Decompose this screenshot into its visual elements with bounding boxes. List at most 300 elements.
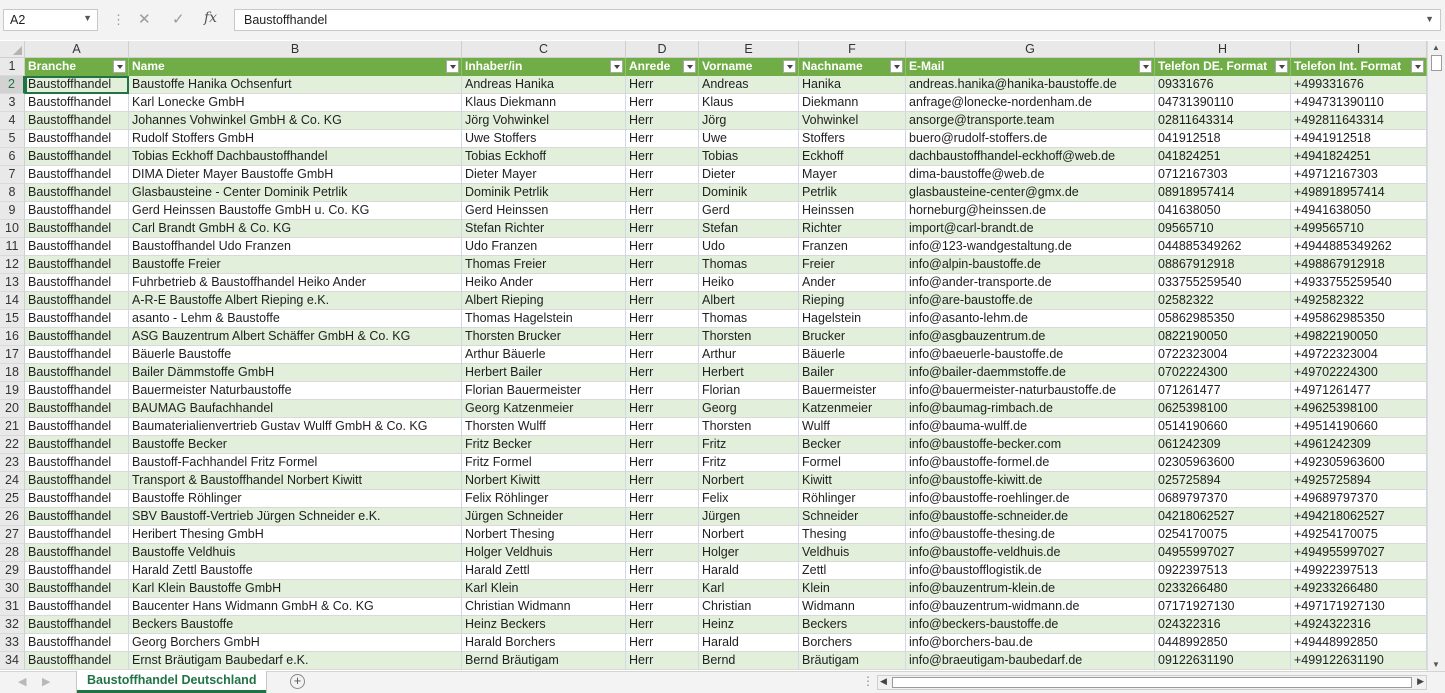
row-header[interactable]: 7 (0, 166, 25, 184)
table-cell[interactable]: +497171927130 (1291, 598, 1427, 616)
row-header[interactable]: 33 (0, 634, 25, 652)
table-cell[interactable]: Gerd Heinssen (462, 202, 626, 220)
select-all-button[interactable] (0, 41, 25, 58)
chevron-down-icon[interactable]: ▼ (83, 13, 92, 23)
table-cell[interactable]: info@ander-transporte.de (906, 274, 1155, 292)
row-header[interactable]: 11 (0, 238, 25, 256)
table-cell[interactable]: Herr (626, 580, 699, 598)
table-cell[interactable]: Gerd (699, 202, 799, 220)
table-cell[interactable]: Ander (799, 274, 906, 292)
table-cell[interactable]: Becker (799, 436, 906, 454)
table-cell[interactable]: 025725894 (1155, 472, 1291, 490)
table-cell[interactable]: Carl Brandt GmbH & Co. KG (129, 220, 462, 238)
row-header[interactable]: 24 (0, 472, 25, 490)
table-cell[interactable]: Herr (626, 382, 699, 400)
column-header-f[interactable]: F (799, 41, 906, 58)
table-cell[interactable]: anfrage@lonecke-nordenham.de (906, 94, 1155, 112)
table-cell[interactable]: Baustoffhandel (25, 526, 129, 544)
table-cell[interactable]: Baustoffhandel (25, 202, 129, 220)
table-cell[interactable]: info@bauzentrum-widmann.de (906, 598, 1155, 616)
row-header[interactable]: 31 (0, 598, 25, 616)
table-cell[interactable]: +49625398100 (1291, 400, 1427, 418)
table-cell[interactable]: Norbert Kiwitt (462, 472, 626, 490)
table-cell[interactable]: Kiwitt (799, 472, 906, 490)
table-cell[interactable]: +4971261477 (1291, 382, 1427, 400)
table-cell[interactable]: Georg Katzenmeier (462, 400, 626, 418)
table-cell[interactable]: Baustoffhandel Udo Franzen (129, 238, 462, 256)
table-cell[interactable]: Thomas Freier (462, 256, 626, 274)
more-options-icon[interactable]: ⋮ (112, 12, 125, 27)
table-cell[interactable]: Norbert (699, 472, 799, 490)
table-cell[interactable]: Richter (799, 220, 906, 238)
table-cell[interactable]: +494218062527 (1291, 508, 1427, 526)
table-cell[interactable]: info@baustoffe-schneider.de (906, 508, 1155, 526)
column-title[interactable] (1291, 58, 1427, 76)
table-cell[interactable]: +495862985350 (1291, 310, 1427, 328)
table-cell[interactable]: 02305963600 (1155, 454, 1291, 472)
table-cell[interactable]: info@alpin-baustoffe.de (906, 256, 1155, 274)
table-cell[interactable]: info@baustoffe-veldhuis.de (906, 544, 1155, 562)
table-cell[interactable]: ASG Bauzentrum Albert Schäffer GmbH & Co. KG (129, 328, 462, 346)
table-cell[interactable]: 061242309 (1155, 436, 1291, 454)
table-cell[interactable]: Bailer Dämmstoffe GmbH (129, 364, 462, 382)
table-cell[interactable]: 0254170075 (1155, 526, 1291, 544)
table-cell[interactable]: Baustoffhandel (25, 292, 129, 310)
table-cell[interactable]: Baustoffhandel (25, 346, 129, 364)
table-cell[interactable]: Bäuerle Baustoffe (129, 346, 462, 364)
column-header-g[interactable]: G (906, 41, 1155, 58)
table-cell[interactable]: Baustoffhandel (25, 418, 129, 436)
table-cell[interactable]: Harald Zettl Baustoffe (129, 562, 462, 580)
table-cell[interactable]: info@bailer-daemmstoffe.de (906, 364, 1155, 382)
table-cell[interactable]: Klein (799, 580, 906, 598)
filter-dropdown-icon[interactable] (1275, 60, 1288, 73)
column-header-d[interactable]: D (626, 41, 699, 58)
table-cell[interactable]: Herbert Bailer (462, 364, 626, 382)
table-cell[interactable]: Baustoffhandel (25, 238, 129, 256)
table-cell[interactable]: +49702224300 (1291, 364, 1427, 382)
row-header[interactable]: 16 (0, 328, 25, 346)
table-cell[interactable]: Baustoffe Becker (129, 436, 462, 454)
table-cell[interactable]: Christian Widmann (462, 598, 626, 616)
column-title[interactable] (699, 58, 799, 76)
table-cell[interactable]: Baustoffhandel (25, 472, 129, 490)
table-cell[interactable]: info@are-baustoffe.de (906, 292, 1155, 310)
scroll-up-icon[interactable]: ▲ (1432, 43, 1440, 52)
table-cell[interactable]: Georg Borchers GmbH (129, 634, 462, 652)
row-header[interactable]: 22 (0, 436, 25, 454)
column-header-e[interactable]: E (699, 41, 799, 58)
filter-dropdown-icon[interactable] (446, 60, 459, 73)
table-cell[interactable]: Herr (626, 292, 699, 310)
table-cell[interactable]: Udo (699, 238, 799, 256)
table-cell[interactable]: Thorsten (699, 328, 799, 346)
table-cell[interactable]: 08867912918 (1155, 256, 1291, 274)
table-cell[interactable]: Fritz (699, 454, 799, 472)
table-cell[interactable]: Vohwinkel (799, 112, 906, 130)
table-cell[interactable]: Herr (626, 490, 699, 508)
column-title[interactable] (129, 58, 462, 76)
row-header[interactable]: 4 (0, 112, 25, 130)
table-cell[interactable]: dachbaustoffhandel-eckhoff@web.de (906, 148, 1155, 166)
table-cell[interactable]: Thorsten Brucker (462, 328, 626, 346)
table-cell[interactable]: Baustoffe Freier (129, 256, 462, 274)
table-cell[interactable]: Bauermeister Naturbaustoffe (129, 382, 462, 400)
table-cell[interactable]: Baustoffhandel (25, 256, 129, 274)
table-cell[interactable]: Baustoffhandel (25, 328, 129, 346)
table-cell[interactable]: 09565710 (1155, 220, 1291, 238)
table-cell[interactable]: Mayer (799, 166, 906, 184)
table-cell[interactable]: Rieping (799, 292, 906, 310)
table-cell[interactable]: horneburg@heinssen.de (906, 202, 1155, 220)
prev-sheet-icon[interactable]: ◀ (18, 676, 27, 688)
next-sheet-icon[interactable]: ▶ (42, 676, 51, 688)
table-cell[interactable]: Karl Klein (462, 580, 626, 598)
row-header[interactable]: 32 (0, 616, 25, 634)
table-cell[interactable]: 04218062527 (1155, 508, 1291, 526)
table-cell[interactable]: 0712167303 (1155, 166, 1291, 184)
plus-circle-icon[interactable]: + (290, 674, 305, 689)
table-cell[interactable]: Andreas Hanika (462, 76, 626, 94)
table-cell[interactable]: Baustoffhandel (25, 436, 129, 454)
table-cell[interactable]: 0822190050 (1155, 328, 1291, 346)
table-cell[interactable]: Herbert (699, 364, 799, 382)
table-cell[interactable]: 0625398100 (1155, 400, 1291, 418)
table-cell[interactable]: info@braeutigam-baubedarf.de (906, 652, 1155, 670)
table-cell[interactable]: Hanika (799, 76, 906, 94)
filter-dropdown-icon[interactable] (113, 60, 126, 73)
table-cell[interactable]: Beckers Baustoffe (129, 616, 462, 634)
table-cell[interactable]: Herr (626, 400, 699, 418)
table-cell[interactable]: asanto - Lehm & Baustoffe (129, 310, 462, 328)
table-cell[interactable]: Baustoffhandel (25, 76, 129, 94)
table-cell[interactable]: Baustoffhandel (25, 184, 129, 202)
table-cell[interactable]: Herr (626, 184, 699, 202)
table-cell[interactable]: Bernd Bräutigam (462, 652, 626, 670)
table-cell[interactable]: Tobias Eckhoff (462, 148, 626, 166)
row-header[interactable]: 17 (0, 346, 25, 364)
table-cell[interactable]: Herr (626, 166, 699, 184)
table-cell[interactable]: +4941824251 (1291, 148, 1427, 166)
table-cell[interactable]: info@baustoffe-formel.de (906, 454, 1155, 472)
table-cell[interactable]: Baustoffhandel (25, 310, 129, 328)
table-cell[interactable]: Herr (626, 634, 699, 652)
column-title[interactable] (626, 58, 699, 76)
table-cell[interactable]: Fuhrbetrieb & Baustoffhandel Heiko Ander (129, 274, 462, 292)
table-cell[interactable]: Florian (699, 382, 799, 400)
table-cell[interactable]: +494955997027 (1291, 544, 1427, 562)
table-cell[interactable]: Herr (626, 310, 699, 328)
table-cell[interactable]: Dieter (699, 166, 799, 184)
row-header[interactable]: 21 (0, 418, 25, 436)
table-cell[interactable]: Heinz Beckers (462, 616, 626, 634)
table-cell[interactable]: Baustoffhandel (25, 274, 129, 292)
table-cell[interactable]: Heiko Ander (462, 274, 626, 292)
table-cell[interactable]: Diekmann (799, 94, 906, 112)
table-cell[interactable]: Herr (626, 616, 699, 634)
table-cell[interactable]: Heribert Thesing GmbH (129, 526, 462, 544)
table-cell[interactable]: Wulff (799, 418, 906, 436)
column-title[interactable] (799, 58, 906, 76)
table-cell[interactable]: Fritz Formel (462, 454, 626, 472)
table-cell[interactable]: Baustoffe Veldhuis (129, 544, 462, 562)
table-cell[interactable]: Tobias Eckhoff Dachbaustoffhandel (129, 148, 462, 166)
table-cell[interactable]: Karl Lonecke GmbH (129, 94, 462, 112)
table-cell[interactable]: +49822190050 (1291, 328, 1427, 346)
table-cell[interactable]: 024322316 (1155, 616, 1291, 634)
row-header[interactable]: 1 (0, 58, 25, 76)
table-cell[interactable]: Herr (626, 202, 699, 220)
table-cell[interactable]: +499122631190 (1291, 652, 1427, 670)
table-cell[interactable]: Baustoffe Hanika Ochsenfurt (129, 76, 462, 94)
table-cell[interactable]: dima-baustoffe@web.de (906, 166, 1155, 184)
table-cell[interactable]: 09331676 (1155, 76, 1291, 94)
table-cell[interactable]: +49448992850 (1291, 634, 1427, 652)
table-cell[interactable]: Baustoffhandel (25, 634, 129, 652)
table-cell[interactable]: Heinz (699, 616, 799, 634)
table-cell[interactable]: +498918957414 (1291, 184, 1427, 202)
table-cell[interactable]: +49233266480 (1291, 580, 1427, 598)
table-cell[interactable]: A-R-E Baustoffe Albert Rieping e.K. (129, 292, 462, 310)
row-header[interactable]: 19 (0, 382, 25, 400)
vertical-scrollbar[interactable] (1427, 41, 1445, 671)
table-cell[interactable]: info@baustoffe-becker.com (906, 436, 1155, 454)
table-cell[interactable]: Herr (626, 598, 699, 616)
table-cell[interactable]: +492811643314 (1291, 112, 1427, 130)
row-header[interactable]: 27 (0, 526, 25, 544)
table-cell[interactable]: info@asgbauzentrum.de (906, 328, 1155, 346)
scroll-left-icon[interactable]: ◀ (880, 676, 887, 686)
table-cell[interactable]: 0922397513 (1155, 562, 1291, 580)
table-cell[interactable]: Felix (699, 490, 799, 508)
table-cell[interactable]: 044885349262 (1155, 238, 1291, 256)
table-cell[interactable]: +49514190660 (1291, 418, 1427, 436)
table-cell[interactable]: +4961242309 (1291, 436, 1427, 454)
table-cell[interactable]: Herr (626, 364, 699, 382)
row-header[interactable]: 23 (0, 454, 25, 472)
table-cell[interactable]: Jürgen Schneider (462, 508, 626, 526)
column-title[interactable] (1155, 58, 1291, 76)
table-cell[interactable]: Röhlinger (799, 490, 906, 508)
table-cell[interactable]: Bauermeister (799, 382, 906, 400)
table-cell[interactable]: info@baustoffe-kiwitt.de (906, 472, 1155, 490)
insert-function-icon[interactable]: fx (204, 10, 218, 26)
table-cell[interactable]: 04731390110 (1155, 94, 1291, 112)
table-cell[interactable]: info@bauma-wulff.de (906, 418, 1155, 436)
table-cell[interactable]: Baustoffhandel (25, 598, 129, 616)
table-cell[interactable]: Herr (626, 76, 699, 94)
table-cell[interactable]: Harald Borchers (462, 634, 626, 652)
table-cell[interactable]: Herr (626, 508, 699, 526)
scroll-down-icon[interactable]: ▼ (1432, 660, 1440, 669)
table-cell[interactable]: Andreas (699, 76, 799, 94)
table-cell[interactable]: Baustoffhandel (25, 490, 129, 508)
table-cell[interactable]: +49722323004 (1291, 346, 1427, 364)
table-cell[interactable]: info@asanto-lehm.de (906, 310, 1155, 328)
table-cell[interactable]: Johannes Vohwinkel GmbH & Co. KG (129, 112, 462, 130)
column-header-h[interactable]: H (1155, 41, 1291, 58)
table-cell[interactable]: buero@rudolf-stoffers.de (906, 130, 1155, 148)
column-title[interactable] (25, 58, 129, 76)
filter-dropdown-icon[interactable] (683, 60, 696, 73)
table-cell[interactable]: Herr (626, 454, 699, 472)
formula-input[interactable] (234, 9, 1441, 31)
table-cell[interactable]: Jürgen (699, 508, 799, 526)
table-cell[interactable]: Baustoffhandel (25, 130, 129, 148)
table-cell[interactable]: Stoffers (799, 130, 906, 148)
table-cell[interactable]: Baustoffhandel (25, 112, 129, 130)
table-cell[interactable]: Klaus Diekmann (462, 94, 626, 112)
table-cell[interactable]: 08918957414 (1155, 184, 1291, 202)
table-cell[interactable]: 0514190660 (1155, 418, 1291, 436)
table-cell[interactable]: 071261477 (1155, 382, 1291, 400)
column-header-a[interactable]: A (25, 41, 129, 58)
table-cell[interactable]: 07171927130 (1155, 598, 1291, 616)
row-header[interactable]: 30 (0, 580, 25, 598)
table-cell[interactable]: Borchers (799, 634, 906, 652)
table-cell[interactable]: Thorsten Wulff (462, 418, 626, 436)
column-title[interactable] (906, 58, 1155, 76)
table-cell[interactable]: +49712167303 (1291, 166, 1427, 184)
table-cell[interactable]: info@bauzentrum-klein.de (906, 580, 1155, 598)
table-cell[interactable]: Baustoffhandel (25, 148, 129, 166)
column-header-c[interactable]: C (462, 41, 626, 58)
table-cell[interactable]: +494731390110 (1291, 94, 1427, 112)
horizontal-scrollbar[interactable] (877, 675, 1427, 690)
table-cell[interactable]: Baustoffhandel (25, 364, 129, 382)
filter-dropdown-icon[interactable] (890, 60, 903, 73)
table-cell[interactable]: +49922397513 (1291, 562, 1427, 580)
table-cell[interactable]: glasbausteine-center@gmx.de (906, 184, 1155, 202)
table-cell[interactable]: 0689797370 (1155, 490, 1291, 508)
table-cell[interactable]: Dieter Mayer (462, 166, 626, 184)
row-header[interactable]: 29 (0, 562, 25, 580)
table-cell[interactable]: Herr (626, 274, 699, 292)
table-cell[interactable]: +4941912518 (1291, 130, 1427, 148)
table-cell[interactable]: Herr (626, 544, 699, 562)
table-cell[interactable]: Veldhuis (799, 544, 906, 562)
row-header[interactable]: 18 (0, 364, 25, 382)
table-cell[interactable]: Baustoffhandel (25, 562, 129, 580)
table-cell[interactable]: Baustoffhandel (25, 508, 129, 526)
table-cell[interactable]: 0702224300 (1155, 364, 1291, 382)
table-cell[interactable]: Herr (626, 94, 699, 112)
table-cell[interactable]: info@baustoffe-thesing.de (906, 526, 1155, 544)
table-cell[interactable]: Franzen (799, 238, 906, 256)
split-handle-icon[interactable]: ⋮ (862, 674, 874, 688)
table-cell[interactable]: +4925725894 (1291, 472, 1427, 490)
table-cell[interactable]: Dominik (699, 184, 799, 202)
table-cell[interactable]: DIMA Dieter Mayer Baustoffe GmbH (129, 166, 462, 184)
row-header[interactable]: 14 (0, 292, 25, 310)
table-cell[interactable]: Baustoffhandel (25, 166, 129, 184)
table-cell[interactable]: 033755259540 (1155, 274, 1291, 292)
table-cell[interactable]: +49689797370 (1291, 490, 1427, 508)
table-cell[interactable]: Herr (626, 112, 699, 130)
table-cell[interactable]: Albert (699, 292, 799, 310)
table-cell[interactable]: Beckers (799, 616, 906, 634)
table-cell[interactable]: Widmann (799, 598, 906, 616)
table-cell[interactable]: 041912518 (1155, 130, 1291, 148)
table-cell[interactable]: Bäuerle (799, 346, 906, 364)
table-cell[interactable]: Felix Röhlinger (462, 490, 626, 508)
table-cell[interactable]: info@baustoffe-roehlinger.de (906, 490, 1155, 508)
filter-dropdown-icon[interactable] (783, 60, 796, 73)
table-cell[interactable]: Harald Zettl (462, 562, 626, 580)
table-cell[interactable]: Harald (699, 562, 799, 580)
row-header[interactable]: 25 (0, 490, 25, 508)
sheet-tab-active[interactable]: Baustoffhandel Deutschland (77, 671, 266, 693)
table-cell[interactable]: Herr (626, 220, 699, 238)
table-cell[interactable]: +4941638050 (1291, 202, 1427, 220)
table-cell[interactable]: Baustoffhandel (25, 382, 129, 400)
table-cell[interactable]: Herr (626, 130, 699, 148)
row-header[interactable]: 3 (0, 94, 25, 112)
table-cell[interactable]: Jörg Vohwinkel (462, 112, 626, 130)
table-cell[interactable]: +499565710 (1291, 220, 1427, 238)
table-cell[interactable]: Holger (699, 544, 799, 562)
table-cell[interactable]: Herr (626, 346, 699, 364)
table-cell[interactable]: info@baeuerle-baustoffe.de (906, 346, 1155, 364)
table-cell[interactable]: +499331676 (1291, 76, 1427, 94)
table-cell[interactable]: Albert Rieping (462, 292, 626, 310)
table-cell[interactable]: Gerd Heinssen Baustoffe GmbH u. Co. KG (129, 202, 462, 220)
table-cell[interactable]: Freier (799, 256, 906, 274)
table-cell[interactable]: Tobias (699, 148, 799, 166)
table-cell[interactable]: Uwe (699, 130, 799, 148)
table-cell[interactable]: info@123-wandgestaltung.de (906, 238, 1155, 256)
expand-formula-icon[interactable]: ▼ (1425, 14, 1434, 24)
table-cell[interactable]: Thesing (799, 526, 906, 544)
table-cell[interactable]: +49254170075 (1291, 526, 1427, 544)
table-cell[interactable]: info@baustofflogistik.de (906, 562, 1155, 580)
table-cell[interactable]: Heinssen (799, 202, 906, 220)
table-cell[interactable]: 041638050 (1155, 202, 1291, 220)
scroll-right-icon[interactable]: ▶ (1417, 676, 1424, 686)
table-cell[interactable]: Baumaterialienvertrieb Gustav Wulff GmbH & Co. KG (129, 418, 462, 436)
table-cell[interactable]: Baustoffhandel (25, 220, 129, 238)
table-cell[interactable]: Klaus (699, 94, 799, 112)
table-cell[interactable]: Baustoffe Röhlinger (129, 490, 462, 508)
table-cell[interactable]: Herr (626, 238, 699, 256)
row-header[interactable]: 8 (0, 184, 25, 202)
row-header[interactable]: 28 (0, 544, 25, 562)
row-header[interactable]: 20 (0, 400, 25, 418)
row-header[interactable]: 12 (0, 256, 25, 274)
table-cell[interactable]: Bräutigam (799, 652, 906, 670)
table-cell[interactable]: +4944885349262 (1291, 238, 1427, 256)
table-cell[interactable]: Petrlik (799, 184, 906, 202)
table-cell[interactable]: Glasbausteine - Center Dominik Petrlik (129, 184, 462, 202)
table-cell[interactable]: Fritz (699, 436, 799, 454)
table-cell[interactable]: Herr (626, 526, 699, 544)
table-cell[interactable]: Karl Klein Baustoffe GmbH (129, 580, 462, 598)
table-cell[interactable]: Norbert Thesing (462, 526, 626, 544)
table-cell[interactable]: Jörg (699, 112, 799, 130)
table-cell[interactable]: Rudolf Stoffers GmbH (129, 130, 462, 148)
row-header[interactable]: 15 (0, 310, 25, 328)
table-cell[interactable]: Harald (699, 634, 799, 652)
vertical-scroll-thumb[interactable] (1431, 55, 1442, 71)
table-cell[interactable]: 05862985350 (1155, 310, 1291, 328)
table-cell[interactable]: Norbert (699, 526, 799, 544)
table-cell[interactable]: 0722323004 (1155, 346, 1291, 364)
table-cell[interactable]: ansorge@transporte.team (906, 112, 1155, 130)
table-cell[interactable]: BAUMAG Baufachhandel (129, 400, 462, 418)
table-cell[interactable]: Baustoffhandel (25, 544, 129, 562)
table-cell[interactable]: info@baumag-rimbach.de (906, 400, 1155, 418)
row-header[interactable]: 26 (0, 508, 25, 526)
